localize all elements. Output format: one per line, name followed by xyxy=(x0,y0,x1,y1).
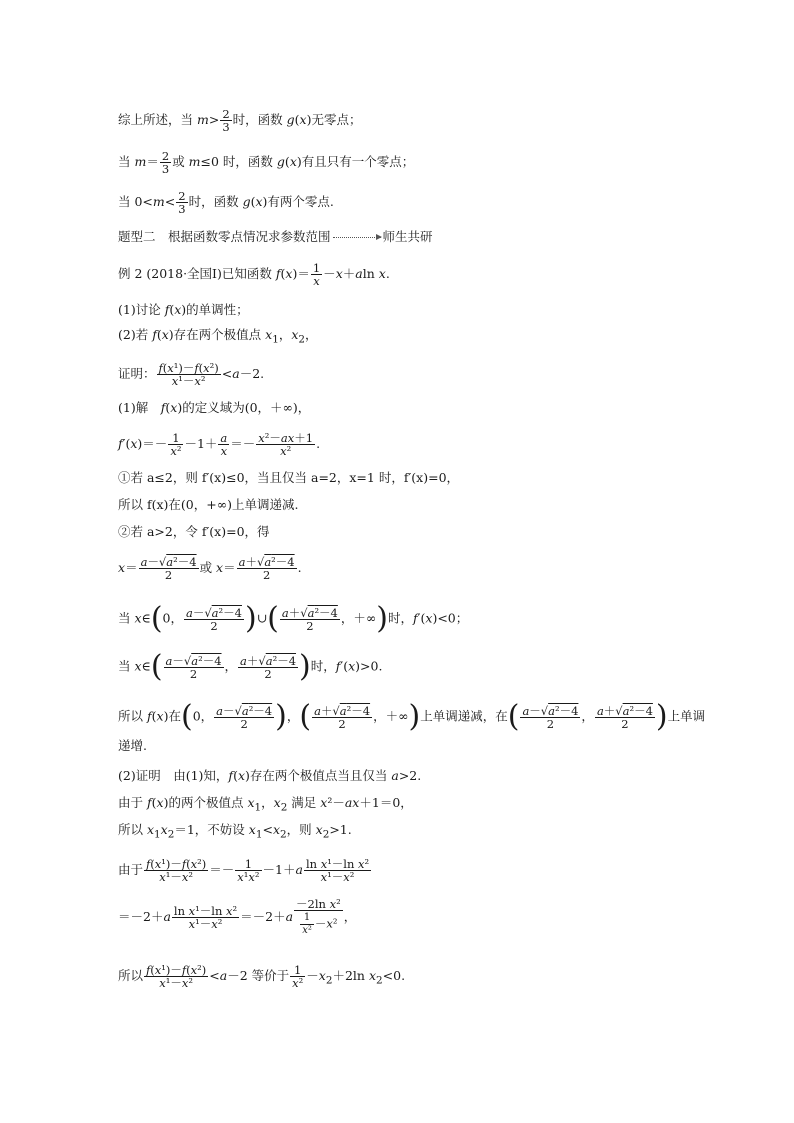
question-1: (1)讨论 f(x)的单调性； xyxy=(118,302,249,317)
proof-goal: 证明： $\frac{\text{f(x¹)－f(x²)}}{\text{x¹－x²}}$ <a－2. xyxy=(118,361,265,388)
solution-1-domain: (1)解 f(x)的定义域为(0，＋∞)， xyxy=(118,400,311,415)
dotted-arrow-icon xyxy=(333,237,381,238)
extreme-points-condition: 由于 f(x)的两个极值点 $x_1$，$x_2$ 满足 x²－ax＋1＝0， xyxy=(118,795,413,814)
conclusion-line-3: 当 0<m< $\frac{2}{3}$ 时，函数 g(x)有两个零点. xyxy=(118,189,334,216)
simplification: ＝－2＋a $\frac{\text{ln x¹－ln x²}}{\text{x¹－x²}}$ ＝－2＋a －2ln x² $\frac{1}{\text{x²}}$ －x² ， xyxy=(118,897,357,936)
case-2: ②若 a>2，令 f′(x)=0，得 xyxy=(118,524,270,539)
increasing-interval: 当 x∈( $\frac{\text{a－√a²－4}}{2}$ ， $\frac{\text{a＋√a²－4}}{2}$ )时，f′(x)>0. xyxy=(118,649,383,684)
product-condition: 所以 $x_1x_2=1$，不妨设 $x_1<x_2$，则 $x_2>1$. xyxy=(118,822,352,841)
example-statement: 例 2 (2018·全国Ⅰ)已知函数 f(x)＝ $\frac{1}{x}$ －x＋aln x. xyxy=(118,261,390,288)
question-2: (2)若 f(x)存在两个极值点 $x_1$，$x_2$， xyxy=(118,327,318,346)
case-1: ①若 a≤2，则 f′(x)≤0，当且仅当 a=2，x=1 时，f′(x)=0， xyxy=(118,470,460,485)
conclusion-line-2: 当 m＝ $\frac{2}{3}$ 或 m≤0 时，函数 g(x)有且只有一个零点； xyxy=(118,149,415,176)
section-title: 题型二 根据函数零点情况求参数范围 xyxy=(118,229,331,244)
conclusion-line-1: 综上所述，当 m> $\frac{2}{3}$ 时，函数 g(x)无零点； xyxy=(118,107,362,134)
solution-2-start: (2)证明 由(1)知，f(x)存在两个极值点当且仅当 a>2. xyxy=(118,768,422,783)
monotonicity-summary: 所以 f(x)在(0， $\frac{\text{a－√a²－4}}{2}$ )，( $\frac{\text{a＋√a²－4}}{2}$ ，＋∞)上单调递减，在( $\frac{\text{a－√a²－4}}{2}$ ， $\frac{\text{a＋√a²－4}}{2}$ )上单调 xyxy=(118,699,706,734)
decreasing-interval: 当 x∈(0， $\frac{\text{a－√a²－4}}{2}$ )∪( $\frac{\text{a＋√a²－4}}{2}$ ，＋∞)时，f′(x)<0； xyxy=(118,601,469,636)
section-heading xyxy=(118,229,433,245)
equivalent-inequality: 所以 $\frac{\text{f(x¹)－f(x²)}}{\text{x¹－x²}}$ <a－2 等价于 $\frac{1}{\text{x²}}$ $-x_2+2\ln$ $x_2<0$. xyxy=(118,963,406,990)
case-1-result: 所以 f(x)在(0，+∞)上单调递减. xyxy=(118,497,299,512)
critical-points: x＝ $\frac{\text{a－√a²－4}}{2}$ 或 x＝ $\frac{\text{a＋√a²－4}}{2}$ . xyxy=(118,555,302,582)
difference-quotient: 由于 $\frac{\text{f(x¹)－f(x²)}}{\text{x¹－x²}}$ ＝－ $\frac{1}{\text{x¹x²}}$ －1＋a $\frac{\text{ln x¹－ln x²}}{\text{x¹－x²}}$ xyxy=(118,857,370,884)
section-tag: 师生共研 xyxy=(382,229,433,244)
monotonicity-summary-cont: 递增. xyxy=(118,738,147,753)
derivative-line: f′(x)＝－ $\frac{1}{\text{x²}}$ －1＋ $\frac{a}{x}$ ＝－ $\frac{\text{x²－ax＋1}}{\text{x²}}$ . xyxy=(118,431,321,458)
